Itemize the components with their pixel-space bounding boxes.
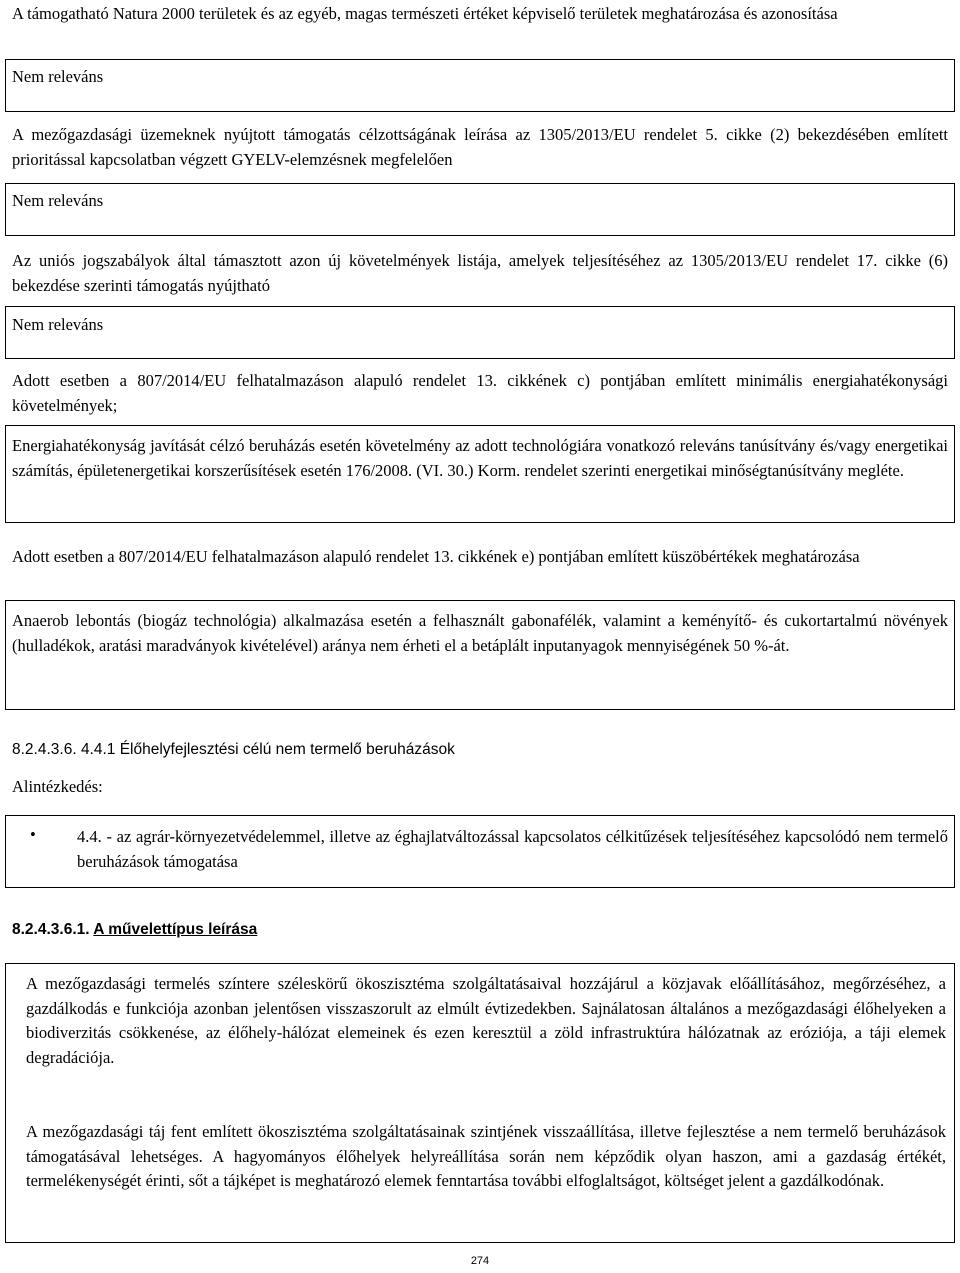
energy-efficiency-title: Adott esetben a 807/2014/EU felhatalmazáson alapuló rendelet 13. cikkének c) pontjában említett minimális energiahatékonysági követelmények;	[12, 371, 948, 415]
subaction-item: 4.4. - az agrár-környezetvédelemmel, illetve az éghajlatváltozással kapcsolatos célkitűzések teljesítéséhez kapcsolódó nem termelő beruházások támogatása	[77, 827, 948, 871]
section-heading: 8.2.4.3.6. 4.4.1 Élőhelyfejlesztési célú nem termelő beruházások	[12, 741, 455, 758]
bullet-icon: •	[30, 825, 36, 844]
operation-type-number: 8.2.4.3.6.1.	[12, 921, 90, 938]
requirements-box	[5, 306, 955, 359]
description-paragraph-2: A mezőgazdasági táj fent említett ökoszisztéma szolgáltatásainak szintjének visszaállítása, illetve fejlesztése a nem termelő beruházások támogatásával lehetséges. A hagyományos élőhelyek helyreállítása során nem képződik olyan haszon, ami a gazdaság értékét, termelékenységét érinti, sőt a tájképet is meghatározó elemek fenntartása további elfoglaltságot, költséget jelent a gazdálkodónak.	[26, 1122, 946, 1190]
targeting-title: A mezőgazdasági üzemeknek nyújtott támogatás célzottságának leírása az 1305/2013/EU rendelet 5. cikke (2) bekezdésében említett prioritással kapcsolatban végzett GYELV-elemzésnek megfelelően	[12, 125, 948, 169]
subaction-box	[5, 815, 955, 888]
energy-efficiency-value: Energiahatékonyság javítását célzó beruházás esetén követelmény az adott technológiára vonatkozó releváns tanúsítvány és/vagy energetikai számítás, épületenergetikai korszerűsítések esetén 176/2008. (VI. 30.) Korm. rendelet szerinti energetikai minőségtanúsítvány megléte.	[12, 436, 948, 480]
natura2000-box	[5, 59, 955, 112]
natura2000-title: A támogatható Natura 2000 területek és az egyéb, magas természeti értéket képviselő területek meghatározása és azonosítása	[12, 4, 838, 23]
targeting-box	[5, 183, 955, 236]
operation-type-title: A művelettípus leírása	[93, 921, 258, 938]
operation-type-heading	[12, 921, 257, 939]
requirements-value: Nem releváns	[12, 315, 104, 334]
page-number: 274	[470, 1255, 490, 1267]
targeting-value: Nem releváns	[12, 191, 104, 210]
description-paragraph-1: A mezőgazdasági termelés színtere széleskörű ökoszisztéma szolgáltatásaival hozzájárul a közjavak előállításához, megőrzéséhez, a gazdálkodás e funkciója azonban jelentősen visszaszorult az elmúlt évtizedekben. Sajnálatosan általános a mezőgazdasági élőhelyeken a biodiverzitás csökkenése, az élőhely-hálózat elemeinek és ezen keresztül a zöld infrastruktúra hálózatnak az eróziója, a táji elemek degradációja.	[26, 974, 946, 1067]
energy-efficiency-box	[5, 425, 955, 523]
subaction-label: Alintézkedés:	[12, 777, 103, 796]
thresholds-value: Anaerob lebontás (biogáz technológia) alkalmazása esetén a felhasznált gabonafélék, valamint a keményítő- és cukortartalmú növények (hulladékok, aratási maradványok kivételével) aránya nem érheti el a betáplált inputanyagok mennyiségének 50 %-át.	[12, 611, 948, 655]
requirements-title: Az uniós jogszabályok által támasztott azon új követelmények listája, amelyek teljesítéséhez az 1305/2013/EU rendelet 17. cikke (6) bekezdése szerinti támogatás nyújtható	[12, 251, 948, 295]
thresholds-box	[5, 600, 955, 710]
description-box	[5, 963, 955, 1243]
natura2000-value: Nem releváns	[12, 67, 104, 86]
thresholds-title: Adott esetben a 807/2014/EU felhatalmazáson alapuló rendelet 13. cikkének e) pontjában említett küszöbértékek meghatározása	[12, 547, 860, 566]
